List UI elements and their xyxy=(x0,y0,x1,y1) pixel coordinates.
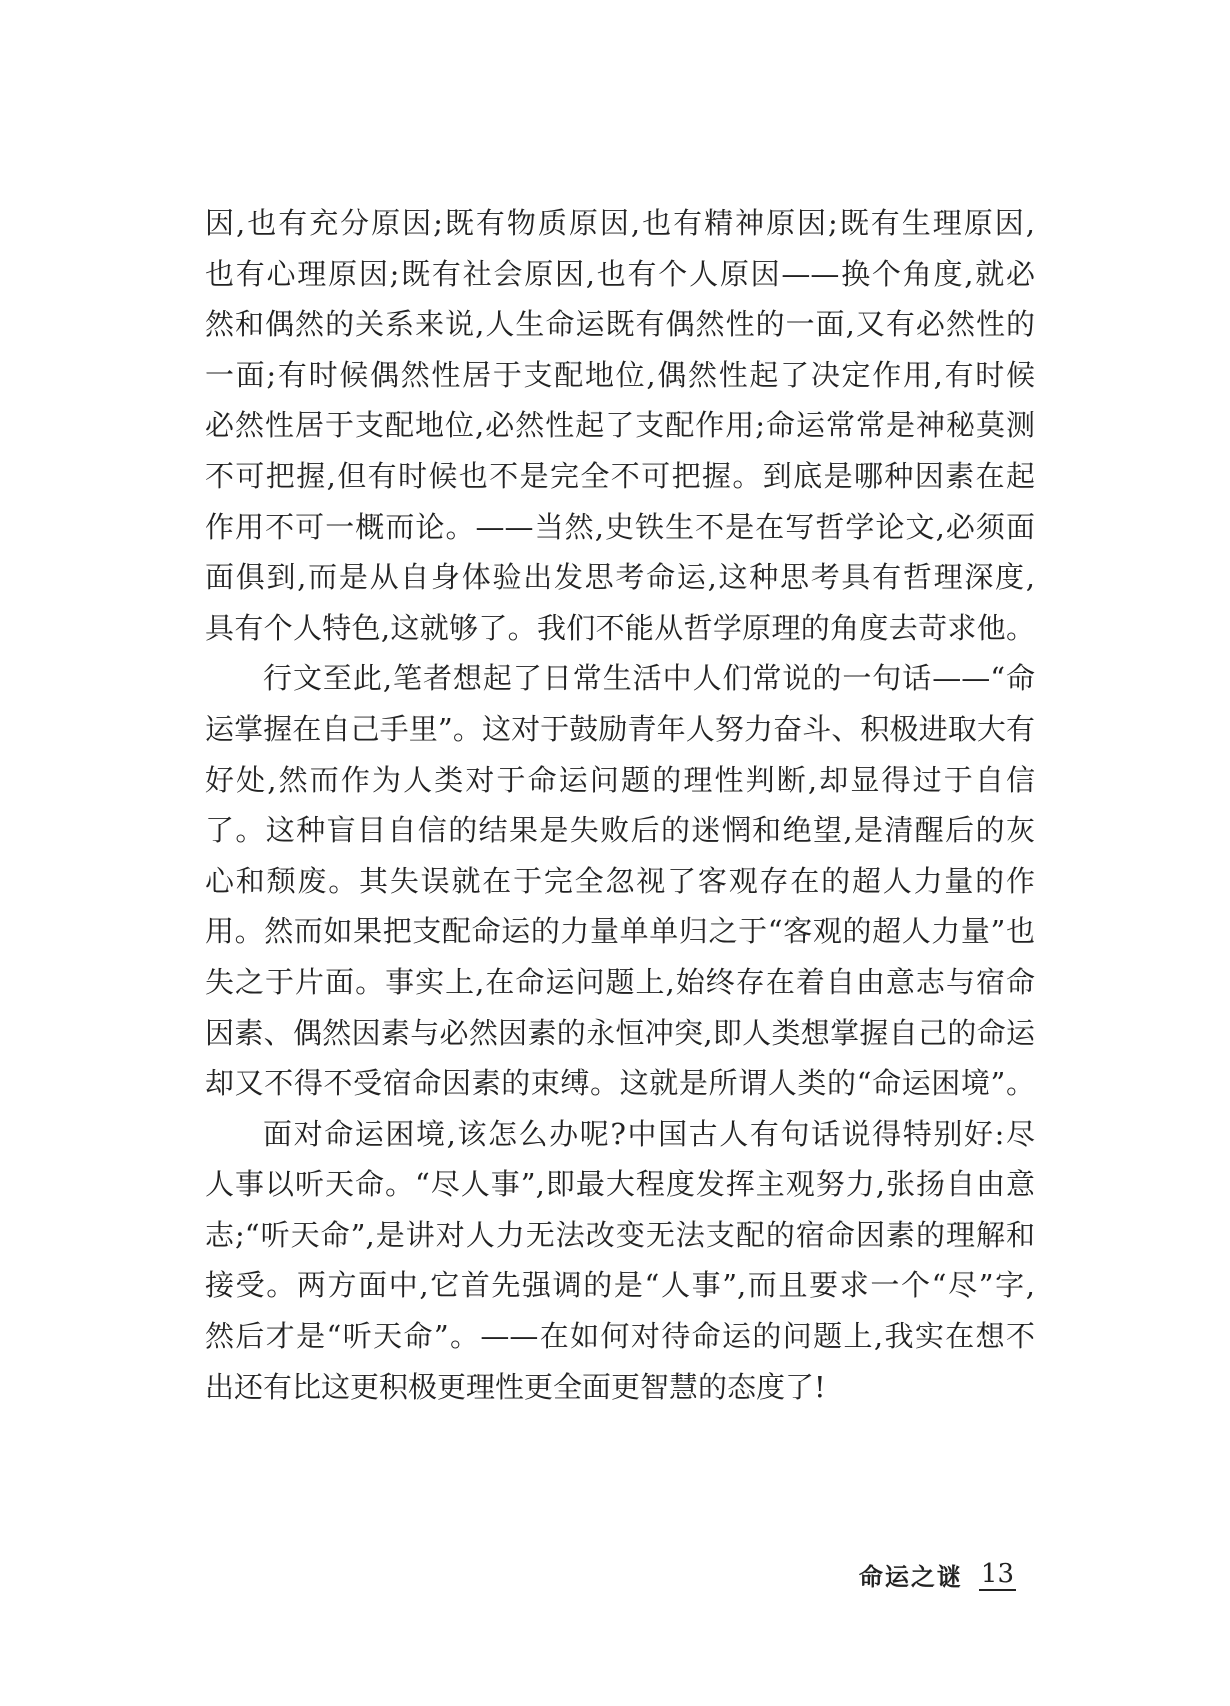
paragraph-start-line: 行文至此,笔者想起了日常生活中人们常说的一句话——“命 xyxy=(263,661,1035,696)
text-line: 了。这种盲目自信的结果是失败后的迷惘和绝望,是清醒后的灰 xyxy=(205,813,1035,848)
text-line: 具有个人特色,这就够了。我们不能从哲学原理的角度去苛求他。 xyxy=(205,610,1035,645)
text-line: 接受。两方面中,它首先强调的是“人事”,而且要求一个“尽”字, xyxy=(205,1268,1035,1303)
text-line: 心和颓废。其失误就在于完全忽视了客观存在的超人力量的作 xyxy=(205,863,1035,898)
text-line: 因,也有充分原因;既有物质原因,也有精神原因;既有生理原因, xyxy=(205,206,1035,240)
page-footer xyxy=(859,1557,1016,1592)
text-line: 好处,然而作为人类对于命运问题的理性判断,却显得过于自信 xyxy=(205,762,1035,797)
text-line: 面俱到,而是从自身体验出发思考命运,这种思考具有哲理深度, xyxy=(205,560,1035,595)
text-line: 作用不可一概而论。——当然,史铁生不是在写哲学论文,必须面 xyxy=(205,509,1035,544)
text-line: 用。然而如果把支配命运的力量单单归之于“客观的超人力量”也 xyxy=(205,914,1035,949)
paragraph-start-line: 面对命运困境,该怎么办呢?中国古人有句话说得特别好:尽 xyxy=(263,1116,1035,1151)
text-line: 必然性居于支配地位,必然性起了支配作用;命运常常是神秘莫测 xyxy=(205,408,1035,443)
text-line: 一面;有时候偶然性居于支配地位,偶然性起了决定作用,有时候 xyxy=(205,357,1035,392)
chapter-title: 命运之谜 xyxy=(858,1562,963,1591)
page-number: 13 xyxy=(980,1558,1014,1589)
text-line: 运掌握在自己手里”。这对于鼓励青年人努力奋斗、积极进取大有 xyxy=(205,711,1035,746)
text-line: 不可把握,但有时候也不是完全不可把握。到底是哪种因素在起 xyxy=(205,458,1035,493)
text-line: 人事以听天命。“尽人事”,即最大程度发挥主观努力,张扬自由意 xyxy=(205,1167,1035,1202)
text-line: 然后才是“听天命”。——在如何对待命运的问题上,我实在想不 xyxy=(205,1319,1035,1354)
text-line: 出还有比这更积极更理性更全面更智慧的态度了! xyxy=(205,1369,826,1404)
text-line: 因素、偶然因素与必然因素的永恒冲突,即人类想掌握自己的命运 xyxy=(205,1015,1035,1050)
text-line: 失之于片面。事实上,在命运问题上,始终存在着自由意志与宿命 xyxy=(205,964,1035,999)
body-text xyxy=(205,198,1035,1412)
text-line: 却又不得不受宿命因素的束缚。这就是所谓人类的“命运困境”。 xyxy=(205,1066,1035,1101)
text-line: 然和偶然的关系来说,人生命运既有偶然性的一面,又有必然性的 xyxy=(205,307,1035,342)
text-line: 志;“听天命”,是讲对人力无法改变无法支配的宿命因素的理解和 xyxy=(205,1217,1035,1252)
text-line: 也有心理原因;既有社会原因,也有个人原因——换个角度,就必 xyxy=(205,256,1035,291)
